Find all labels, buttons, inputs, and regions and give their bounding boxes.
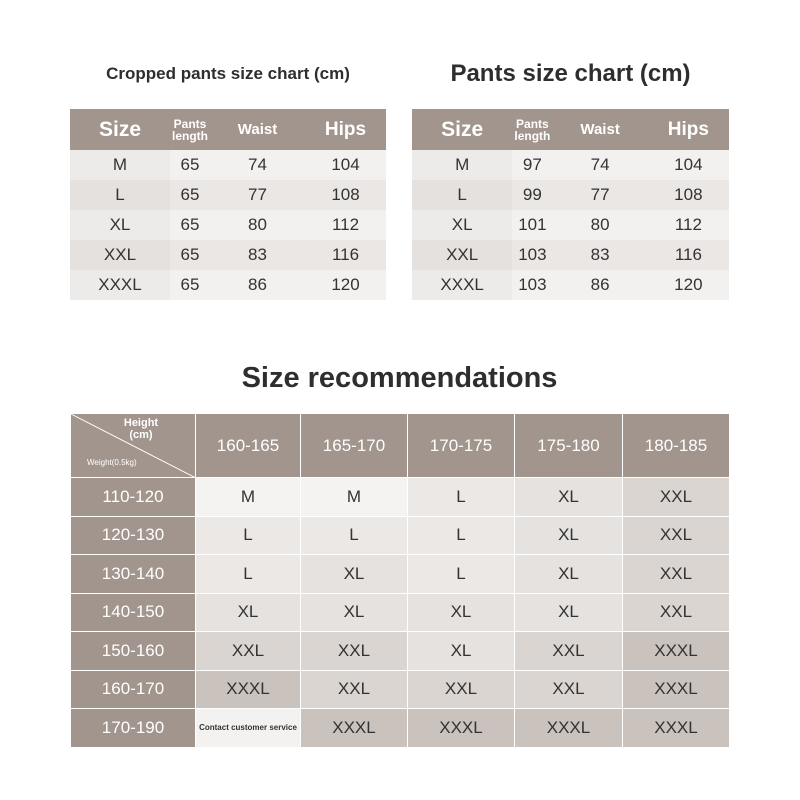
recommended-size-cell: XXL	[623, 593, 730, 632]
header-waist: Waist	[237, 121, 278, 138]
cell-length: 65	[180, 275, 200, 294]
cell-size: M	[412, 150, 512, 180]
table-row	[70, 150, 386, 180]
table-row	[70, 210, 386, 240]
height-range-header: 175-180	[515, 414, 623, 478]
cell-length: 97	[522, 155, 542, 174]
cropped-chart-title: Cropped pants size chart (cm)	[106, 64, 350, 83]
cell-waist: 80	[248, 215, 267, 234]
cell-hips: 116	[674, 245, 702, 264]
recommended-size-cell: XXL	[515, 670, 623, 709]
cell-hips: 108	[674, 185, 703, 204]
cell-length: 103	[518, 245, 547, 264]
cell-hips: 120	[331, 275, 360, 294]
recommended-size-cell: XL	[515, 555, 623, 594]
table-row	[412, 210, 729, 240]
height-axis-label: Height (cm)	[123, 417, 159, 441]
weight-row	[71, 516, 730, 555]
header-pants-length: Pants length	[172, 116, 208, 143]
table-row	[70, 270, 386, 300]
size-recommendation-table	[70, 413, 730, 748]
cell-waist: 77	[248, 185, 267, 204]
recommended-size-cell: XXXL	[196, 670, 301, 709]
cell-waist: 83	[590, 245, 610, 264]
recommendations-title: Size recommendations	[241, 362, 558, 394]
table-row	[412, 180, 729, 210]
recommended-size-cell: Contact customer service	[196, 709, 301, 748]
cell-size: XXXL	[412, 270, 512, 300]
recommended-size-cell: XXL	[301, 670, 408, 709]
recommended-size-cell: L	[301, 516, 408, 555]
height-header-row	[71, 414, 730, 478]
height-range-header: 180-185	[623, 414, 730, 478]
cell-waist: 83	[248, 245, 267, 264]
cell-length: 101	[518, 215, 547, 234]
weight-range-header: 120-130	[71, 516, 196, 555]
recommended-size-cell: XXL	[623, 555, 730, 594]
weight-row	[71, 632, 730, 671]
cell-hips: 116	[331, 245, 360, 264]
cell-length: 103	[518, 275, 547, 294]
recommended-size-cell: XXL	[196, 632, 301, 671]
cell-hips: 120	[674, 275, 703, 294]
cell-waist: 77	[590, 185, 610, 204]
recommended-size-cell: XL	[301, 593, 408, 632]
weight-range-header: 150-160	[71, 632, 196, 671]
recommended-size-cell: XXL	[515, 632, 623, 671]
table-row	[412, 240, 729, 270]
height-range-header: 170-175	[408, 414, 515, 478]
cell-waist: 80	[590, 215, 610, 234]
cell-size: XL	[412, 210, 512, 240]
weight-axis-label: Weight(0.5kg)	[87, 458, 137, 467]
weight-row	[71, 670, 730, 709]
weight-range-header: 140-150	[71, 593, 196, 632]
height-range-header: 160-165	[196, 414, 301, 478]
recommended-size-cell: L	[196, 555, 301, 594]
cell-size: XXL	[70, 240, 170, 270]
weight-row	[71, 709, 730, 748]
header-size: Size	[441, 117, 484, 141]
recommended-size-cell: L	[408, 478, 515, 517]
cell-size: XL	[70, 210, 170, 240]
cell-hips: 108	[331, 185, 360, 204]
table-row	[70, 240, 386, 270]
corner-cell	[71, 414, 196, 478]
cell-length: 65	[180, 245, 200, 264]
table-header-row	[412, 109, 729, 150]
cell-size: XXXL	[70, 270, 170, 300]
recommended-size-cell: M	[196, 478, 301, 517]
cropped-size-table	[70, 109, 386, 300]
cell-length: 99	[522, 185, 542, 204]
recommended-size-cell: XXL	[623, 478, 730, 517]
recommended-size-cell: XL	[515, 516, 623, 555]
weight-range-header: 170-190	[71, 709, 196, 748]
weight-range-header: 110-120	[71, 478, 196, 517]
recommended-size-cell: XL	[301, 555, 408, 594]
weight-row	[71, 555, 730, 594]
recommended-size-cell: L	[408, 555, 515, 594]
cell-length: 65	[180, 155, 200, 174]
recommended-size-cell: XL	[515, 478, 623, 517]
cell-hips: 112	[331, 215, 360, 234]
cell-waist: 86	[248, 275, 267, 294]
header-size: Size	[98, 117, 142, 141]
recommended-size-cell: XXL	[301, 632, 408, 671]
cell-hips: 104	[674, 155, 703, 174]
cell-size: XXL	[412, 240, 512, 270]
recommended-size-cell: XL	[196, 593, 301, 632]
cell-length: 65	[180, 215, 200, 234]
header-hips: Hips	[667, 118, 709, 140]
cell-size: M	[70, 150, 170, 180]
recommended-size-cell: XL	[515, 593, 623, 632]
table-row	[412, 270, 729, 300]
header-pants-length: Pants length	[514, 116, 551, 143]
cell-waist: 74	[590, 155, 610, 174]
weight-range-header: 160-170	[71, 670, 196, 709]
table-row	[70, 180, 386, 210]
weight-range-header: 130-140	[71, 555, 196, 594]
table-row	[412, 150, 729, 180]
cell-hips: 112	[674, 215, 702, 234]
recommended-size-cell: XXXL	[623, 709, 730, 748]
cell-size: L	[412, 180, 512, 210]
recommended-size-cell: XXXL	[408, 709, 515, 748]
recommended-size-cell: M	[301, 478, 408, 517]
recommended-size-cell: XXL	[623, 516, 730, 555]
table-header-row	[70, 109, 386, 150]
weight-row	[71, 478, 730, 517]
height-range-header: 165-170	[301, 414, 408, 478]
recommended-size-cell: XL	[408, 593, 515, 632]
recommended-size-cell: L	[196, 516, 301, 555]
cell-waist: 74	[248, 155, 267, 174]
pants-size-table	[412, 109, 729, 300]
pants-chart-title: Pants size chart (cm)	[450, 60, 691, 87]
recommended-size-cell: L	[408, 516, 515, 555]
cell-length: 65	[180, 185, 200, 204]
recommended-size-cell: XL	[408, 632, 515, 671]
cell-size: L	[70, 180, 170, 210]
recommended-size-cell: XXXL	[623, 632, 730, 671]
weight-row	[71, 593, 730, 632]
cell-waist: 86	[590, 275, 610, 294]
header-waist: Waist	[580, 121, 620, 138]
recommended-size-cell: XXXL	[301, 709, 408, 748]
recommended-size-cell: XXL	[408, 670, 515, 709]
recommended-size-cell: XXXL	[515, 709, 623, 748]
cell-hips: 104	[331, 155, 360, 174]
recommended-size-cell: XXXL	[623, 670, 730, 709]
header-hips: Hips	[324, 118, 367, 140]
